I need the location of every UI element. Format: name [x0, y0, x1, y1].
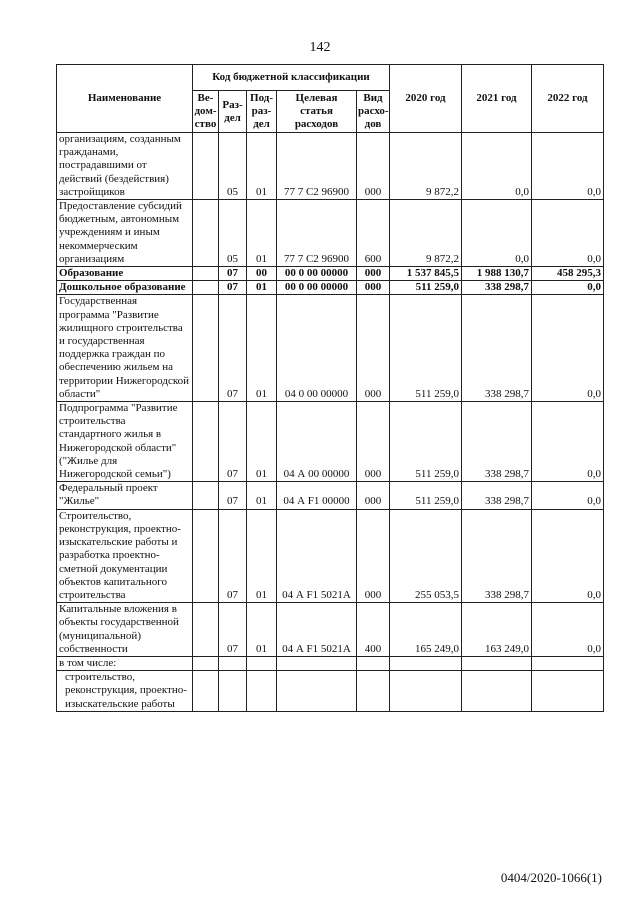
cell-vid: 000 — [357, 295, 390, 402]
cell-razd — [219, 671, 247, 712]
cell-razd: 07 — [219, 281, 247, 295]
cell-target: 04 А 00 00000 — [277, 402, 357, 482]
cell-y2020 — [390, 656, 462, 670]
cell-name: Федеральный проект "Жилье" — [57, 482, 193, 509]
cell-y2021: 163 249,0 — [462, 603, 532, 657]
cell-y2020: 511 259,0 — [390, 295, 462, 402]
cell-podr: 00 — [247, 267, 277, 281]
cell-y2022: 0,0 — [532, 482, 604, 509]
cell-name: Государственная программа "Развитие жилищного строительства и государственная поддержка граждан по обеспечению жильем на территории Нижегородской области" — [57, 295, 193, 402]
cell-vid — [357, 671, 390, 712]
cell-ved — [193, 295, 219, 402]
cell-y2022: 0,0 — [532, 133, 604, 200]
cell-vid: 000 — [357, 482, 390, 509]
cell-podr: 01 — [247, 509, 277, 602]
table-row — [57, 295, 604, 402]
cell-name: Предоставление субсидий бюджетным, автономным учреждениям и иным некоммерческим организациям — [57, 200, 193, 267]
cell-podr: 01 — [247, 281, 277, 295]
cell-vid: 000 — [357, 402, 390, 482]
cell-razd: 07 — [219, 267, 247, 281]
cell-razd: 05 — [219, 200, 247, 267]
cell-vid: 600 — [357, 200, 390, 267]
table-row — [57, 509, 604, 602]
table-row — [57, 603, 604, 657]
cell-name: строительство, реконструкция, проектно-изыскательские работы — [57, 671, 193, 712]
cell-y2022: 0,0 — [532, 281, 604, 295]
cell-name: организациям, созданным гражданами, пострадавшими от действий (бездействия) застройщиков — [57, 133, 193, 200]
cell-target: 04 А F1 5021А — [277, 509, 357, 602]
cell-y2022: 458 295,3 — [532, 267, 604, 281]
cell-y2020: 511 259,0 — [390, 402, 462, 482]
col-header-2022: 2022 год — [532, 65, 604, 133]
cell-y2022: 0,0 — [532, 295, 604, 402]
cell-y2022: 0,0 — [532, 509, 604, 602]
table-body — [57, 133, 604, 712]
col-header-2021: 2021 год — [462, 65, 532, 133]
cell-target — [277, 671, 357, 712]
col-header-name: Наименование — [57, 65, 193, 133]
cell-podr: 01 — [247, 482, 277, 509]
cell-podr: 01 — [247, 133, 277, 200]
cell-razd: 07 — [219, 482, 247, 509]
header-row-top — [57, 65, 604, 91]
col-header-2020: 2020 год — [390, 65, 462, 133]
cell-target: 04 А F1 5021А — [277, 603, 357, 657]
table-row — [57, 656, 604, 670]
cell-y2021: 338 298,7 — [462, 281, 532, 295]
cell-y2021: 338 298,7 — [462, 509, 532, 602]
cell-y2020: 165 249,0 — [390, 603, 462, 657]
cell-vid: 000 — [357, 133, 390, 200]
cell-vid: 000 — [357, 267, 390, 281]
cell-ved — [193, 200, 219, 267]
page-number: 142 — [309, 40, 331, 55]
cell-target: 77 7 С2 96900 — [277, 133, 357, 200]
cell-target: 00 0 00 00000 — [277, 281, 357, 295]
table-row — [57, 402, 604, 482]
cell-y2021: 338 298,7 — [462, 402, 532, 482]
cell-ved — [193, 603, 219, 657]
cell-ved — [193, 482, 219, 509]
cell-y2021 — [462, 656, 532, 670]
cell-vid: 400 — [357, 603, 390, 657]
cell-ved — [193, 267, 219, 281]
cell-target — [277, 656, 357, 670]
cell-ved — [193, 671, 219, 712]
cell-vid: 000 — [357, 281, 390, 295]
cell-y2020: 255 053,5 — [390, 509, 462, 602]
cell-razd — [219, 656, 247, 670]
cell-y2020: 511 259,0 — [390, 281, 462, 295]
budget-table — [56, 64, 604, 712]
cell-razd: 07 — [219, 295, 247, 402]
document-code: 0404/2020-1066(1) — [500, 870, 602, 885]
cell-y2020: 511 259,0 — [390, 482, 462, 509]
cell-target: 04 А F1 00000 — [277, 482, 357, 509]
cell-y2022: 0,0 — [532, 603, 604, 657]
cell-podr — [247, 656, 277, 670]
cell-y2021 — [462, 671, 532, 712]
cell-y2022 — [532, 656, 604, 670]
cell-name: Дошкольное образование — [57, 281, 193, 295]
cell-y2021: 338 298,7 — [462, 295, 532, 402]
cell-podr — [247, 671, 277, 712]
cell-razd: 07 — [219, 603, 247, 657]
table-row — [57, 133, 604, 200]
cell-vid: 000 — [357, 509, 390, 602]
cell-y2022: 0,0 — [532, 402, 604, 482]
cell-y2020 — [390, 671, 462, 712]
cell-name: Капитальные вложения в объекты государственной (муниципальной) собственности — [57, 603, 193, 657]
cell-vid — [357, 656, 390, 670]
cell-podr: 01 — [247, 402, 277, 482]
cell-name: Строительство, реконструкция, проектно-изыскательские работы и разработка проектно-сметной документации объектов капитального строительства — [57, 509, 193, 602]
table-row — [57, 200, 604, 267]
cell-y2020: 9 872,2 — [390, 133, 462, 200]
table-row — [57, 482, 604, 509]
col-header-razdel: Раз-дел — [219, 91, 247, 133]
cell-podr: 01 — [247, 295, 277, 402]
cell-y2021: 1 988 130,7 — [462, 267, 532, 281]
col-header-podrazdel: Под-раз-дел — [247, 91, 277, 133]
cell-ved — [193, 133, 219, 200]
cell-ved — [193, 509, 219, 602]
cell-name: Подпрограмма "Развитие строительства стандартного жилья в Нижегородской области" ("Жилье для Нижегородской семьи") — [57, 402, 193, 482]
cell-name: в том числе: — [57, 656, 193, 670]
table-row — [57, 671, 604, 712]
cell-target: 04 0 00 00000 — [277, 295, 357, 402]
cell-razd: 07 — [219, 402, 247, 482]
col-header-vedomstvo: Ве-дом-ство — [193, 91, 219, 133]
col-header-vid: Вид расхо-дов — [357, 91, 390, 133]
cell-name: Образование — [57, 267, 193, 281]
cell-razd: 05 — [219, 133, 247, 200]
cell-ved — [193, 281, 219, 295]
cell-y2021: 0,0 — [462, 200, 532, 267]
cell-y2021: 0,0 — [462, 133, 532, 200]
col-header-code-group: Код бюджетной классификации — [193, 65, 390, 91]
cell-podr: 01 — [247, 200, 277, 267]
cell-target: 77 7 С2 96900 — [277, 200, 357, 267]
cell-ved — [193, 656, 219, 670]
cell-target: 00 0 00 00000 — [277, 267, 357, 281]
cell-y2020: 9 872,2 — [390, 200, 462, 267]
cell-y2021: 338 298,7 — [462, 482, 532, 509]
cell-y2022: 0,0 — [532, 200, 604, 267]
cell-podr: 01 — [247, 603, 277, 657]
table-row — [57, 267, 604, 281]
cell-razd: 07 — [219, 509, 247, 602]
cell-ved — [193, 402, 219, 482]
col-header-target: Целевая статья расходов — [277, 91, 357, 133]
cell-y2022 — [532, 671, 604, 712]
cell-y2020: 1 537 845,5 — [390, 267, 462, 281]
table-row — [57, 281, 604, 295]
